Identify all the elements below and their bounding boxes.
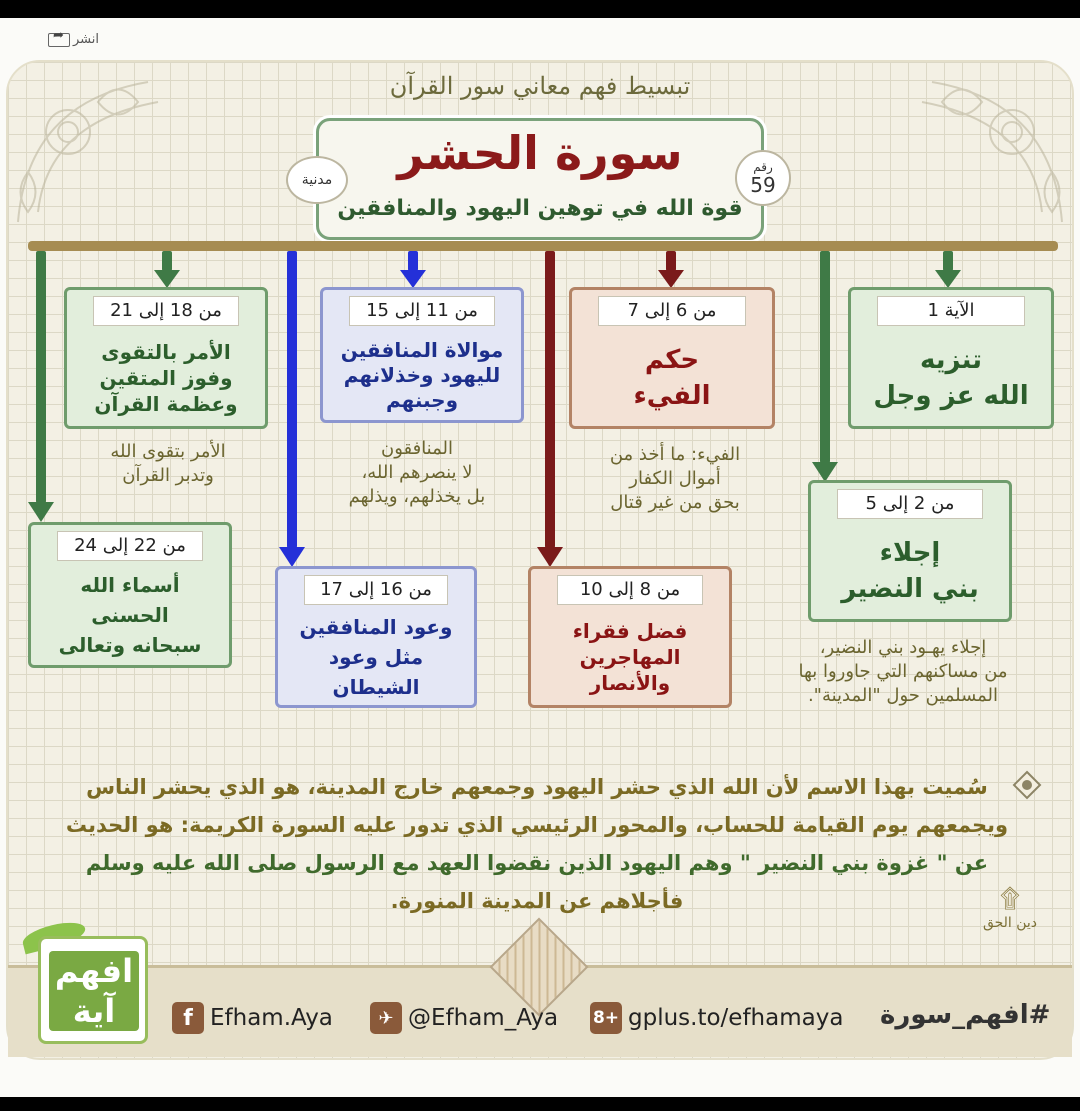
surah-type-badge: مدنية <box>286 156 348 204</box>
hashtag[interactable]: #افهم_سورة <box>880 1000 1051 1030</box>
note-banu-nadir: إجلاء يهـود بني النضير، من مساكنهم التي جاوروا بها المسلمين حول "المدينة". <box>798 637 1008 706</box>
section-8-text: أسماء الله الحسنى سبحانه وتعالى <box>58 573 202 657</box>
gplus-url: gplus.to/efhamaya <box>628 1005 844 1031</box>
gplus-icon: 8+ <box>590 1002 622 1034</box>
section-box-6 <box>275 566 477 708</box>
description-line-3: عن " غزوة بني النضير " وهم اليهود الذين نقضوا العهد مع الرسول صلى الله عليه وسلم <box>85 851 989 875</box>
share-icon <box>48 33 70 47</box>
section-box-7 <box>64 287 268 429</box>
ornament-top-right-icon <box>842 62 1072 232</box>
arrow-b8-icon <box>28 502 54 522</box>
facebook-link[interactable] <box>172 1000 333 1036</box>
section-8-range: من 22 إلى 24 <box>57 531 203 561</box>
connector-b6 <box>287 251 297 548</box>
logo-text: افهم آية <box>49 951 139 1031</box>
note-hypocrites: المنافقون لا ينصرهم الله، بل يخذلهم، ويذلهم <box>348 438 486 507</box>
branch-bar <box>28 241 1058 251</box>
twitter-link[interactable] <box>370 1000 558 1036</box>
surah-theme: قوة الله في توهين اليهود والمنافقين <box>337 196 743 221</box>
arrow-b7-icon <box>154 270 180 288</box>
ornament-top-left-icon <box>8 62 238 232</box>
connector-b8 <box>36 251 46 503</box>
connector-b1 <box>943 251 953 271</box>
section-box-4 <box>528 566 732 708</box>
section-3-text: حكم الفيء <box>633 345 711 411</box>
note-fay: الفيء: ما أخذ من أموال الكفار بحق من غير قتال <box>609 444 741 513</box>
arrow-b6-icon <box>279 547 305 567</box>
gplus-link[interactable] <box>590 1000 843 1036</box>
section-3-range: من 6 إلى 7 <box>598 296 746 326</box>
surah-description <box>20 768 1054 920</box>
section-1-text: تنزيه الله عز وجل <box>873 345 1029 411</box>
section-7-range: من 18 إلى 21 <box>93 296 239 326</box>
section-1-range: الآية 1 <box>877 296 1025 326</box>
deen-alhaq-logo <box>980 884 1040 931</box>
arrow-b1-icon <box>935 270 961 288</box>
section-6-text: وعود المنافقين مثل وعود الشيطان <box>299 615 453 699</box>
surah-title: سورة الحشر <box>397 126 683 180</box>
description-line-1: سُميت بهذا الاسم لأن الله الذي حشر اليهود وجمعهم خارج المدينة، هو الذي يحشر الناس <box>86 775 988 799</box>
share-button[interactable] <box>48 32 99 47</box>
arrow-b4-icon <box>537 547 563 567</box>
surah-number-badge <box>735 150 791 206</box>
arrow-b3-icon <box>658 270 684 288</box>
section-5-text: موالاة المنافقين لليهود وخذلانهم وجبنهم <box>340 337 504 412</box>
section-box-2 <box>808 480 1012 622</box>
section-5-range: من 11 إلى 15 <box>349 296 495 326</box>
connector-b4 <box>545 251 555 548</box>
bottom-black-bar <box>0 1097 1080 1111</box>
surah-number: 59 <box>750 173 776 197</box>
section-2-text: إجلاء بني النضير <box>841 538 979 604</box>
section-box-5 <box>320 287 524 423</box>
facebook-handle: Efham.Aya <box>210 1005 333 1031</box>
connector-b2 <box>820 251 830 463</box>
arrow-b2-icon <box>812 462 838 482</box>
deen-text: دين الحق <box>982 915 1038 931</box>
section-2-range: من 2 إلى 5 <box>837 489 983 519</box>
twitter-handle: @Efham_Aya <box>408 1005 559 1031</box>
connector-b7 <box>162 251 172 271</box>
section-box-3 <box>569 287 775 429</box>
efham-aya-logo <box>38 936 148 1044</box>
section-4-range: من 8 إلى 10 <box>557 575 703 605</box>
arrow-b5-icon <box>400 270 426 288</box>
subtitle: تبسيط فهم معاني سور القرآن <box>389 72 691 100</box>
top-black-bar <box>0 0 1080 18</box>
description-line-4: فأجلاهم عن المدينة المنورة. <box>390 889 684 913</box>
section-7-text: الأمر بالتقوى وفوز المتقين وعظمة القرآن <box>94 340 238 416</box>
section-4-text: فضل فقراء المهاجرين والأنصار <box>572 619 688 695</box>
section-box-8 <box>28 522 232 668</box>
description-line-2: ويجمعهم يوم القيامة للحساب، والمحور الرئيسي الذي تدور عليه السورة الكريمة: هو الحديث <box>65 813 1009 837</box>
connector-b5 <box>408 251 418 271</box>
share-label: انشر <box>73 32 99 47</box>
twitter-icon: ✈ <box>370 1002 402 1034</box>
section-box-1 <box>848 287 1054 429</box>
note-taqwa: الأمر بتقوى الله وتدبر القرآن <box>110 441 226 486</box>
facebook-icon: f <box>172 1002 204 1034</box>
connector-b3 <box>666 251 676 271</box>
deen-emblem-icon: ۩ <box>1000 884 1020 914</box>
section-6-range: من 16 إلى 17 <box>304 575 448 605</box>
number-label: رقم <box>753 160 773 174</box>
